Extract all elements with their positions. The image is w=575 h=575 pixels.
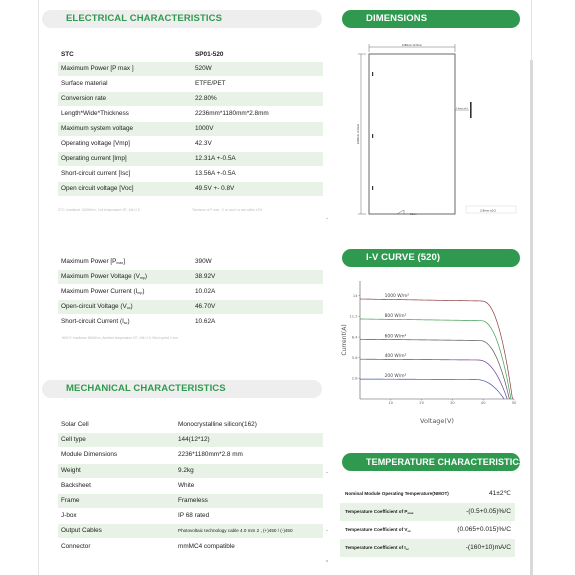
y-tick-label: 2.8 — [351, 376, 358, 381]
series-label: 1000 W/m² — [384, 293, 410, 299]
row-value: (0.065+0.015)%/C — [457, 526, 511, 533]
row-key: Conversion rate — [61, 95, 107, 102]
row-value: mmMC4 compatible — [178, 542, 235, 550]
row-value: 22.80% — [195, 95, 217, 102]
y-tick-label: 5.6 — [351, 355, 358, 360]
table-row — [58, 137, 323, 151]
table-row — [58, 62, 323, 76]
table-row — [58, 285, 323, 299]
row-value: 46.70V — [195, 303, 216, 310]
table-row — [58, 92, 323, 106]
row-value: -(0.5+0.05)%/C — [466, 508, 511, 515]
y-axis-label: Current(A) — [341, 324, 348, 356]
scrollbar-track[interactable] — [530, 60, 533, 575]
stc-header-value: SP01-520 — [195, 51, 224, 58]
row-value: 13.56A +-0.5A — [195, 170, 236, 177]
table-row — [340, 539, 515, 557]
row-value: -(160+10)mA/C — [465, 544, 511, 551]
iv-series-line — [360, 379, 504, 399]
table-row — [340, 485, 515, 503]
row-key: Backsheet — [61, 481, 91, 489]
row-value: 38.92V — [195, 273, 216, 280]
row-value: 12.31A +-0.5A — [195, 155, 236, 162]
row-value: IP 68 rated — [178, 512, 210, 520]
row-value: Photovoltaic technology cable 4.0 mm 2 , (+)450 / (-)450 — [178, 528, 293, 534]
table-row — [58, 448, 323, 462]
x-tick-label: 30 — [450, 401, 455, 405]
table-row — [58, 300, 323, 314]
row-value: 42.3V — [195, 140, 212, 147]
series-label: 200 W/m² — [384, 374, 407, 380]
row-key: Length*Wide*Thickness — [61, 110, 129, 117]
row-key: Surface material — [61, 80, 108, 87]
row-key: Maximum system voltage — [61, 125, 134, 132]
series-label: 400 W/m² — [384, 354, 407, 360]
table-row — [58, 167, 323, 181]
iv-curve-chart — [338, 275, 523, 430]
junction-mark-bottom — [372, 186, 373, 190]
row-key: Solar Cell — [61, 421, 89, 428]
row-value: 520W — [195, 65, 212, 72]
row-key: Temperature Coefficient of $P_{max}$ — [345, 509, 414, 515]
row-value: 390W — [195, 258, 212, 265]
stc-note-right: Tolerance of P max , V oc and I sc are within ±3% — [192, 208, 263, 212]
row-key: Short-circuit current [Isc] — [61, 170, 131, 177]
y-tick-label: 14 — [352, 293, 358, 298]
row-value: 1000V — [195, 125, 214, 132]
row-key: Frame — [61, 497, 80, 504]
table-row — [58, 524, 323, 538]
x-axis-label: Voltage(V) — [420, 417, 454, 425]
row-key: Weight — [61, 466, 81, 474]
row-key: Module Dimensions — [61, 451, 118, 459]
bottom-label: 40mm — [410, 213, 417, 216]
series-label: 800 W/m² — [384, 313, 407, 319]
x-tick-label: 50 — [511, 401, 517, 405]
x-tick-label: 40 — [480, 401, 486, 405]
row-key: Operating voltage [Vmp] — [61, 140, 130, 147]
junction-mark-top — [372, 72, 373, 76]
table-row — [58, 107, 323, 121]
thickness-label: 2.8mm ±0.2 — [480, 208, 496, 213]
width-label: 1180mm ±2.5mm — [402, 44, 422, 47]
row-value: Monocrystalline silicon(162) — [178, 421, 257, 428]
row-key: Connector — [61, 542, 91, 550]
table-row — [58, 122, 323, 136]
stc-header-key: STC — [61, 51, 74, 58]
stc-table-header — [58, 48, 323, 62]
x-tick-label: 20 — [419, 401, 424, 405]
row-value: 2236mm*1180mm*2.8mm — [195, 110, 269, 117]
row-key: Operating current [Imp] — [61, 155, 127, 162]
table-row — [58, 77, 323, 91]
row-key: Output Cables — [61, 527, 102, 535]
series-label: 600 W/m² — [384, 334, 407, 340]
row-key: Nominal Module Operating Temperature(NMOT) — [345, 491, 449, 496]
dimensions-drawing — [342, 38, 522, 218]
table-row — [58, 479, 323, 493]
temperature-characteristics-title: TEMPERATURE CHARACTERISTICS — [342, 453, 520, 471]
panel-outline — [369, 54, 455, 214]
row-key: Open-circuit Voltage (Voc) — [61, 303, 133, 310]
junction-mark-mid — [372, 134, 373, 138]
row-value: 41±2℃ — [488, 490, 511, 497]
table-row — [58, 494, 323, 508]
table-row — [340, 521, 515, 539]
row-key: Temperature Coefficient of $V_{oc}$ — [345, 527, 411, 533]
table-row — [58, 509, 323, 523]
stc-note-left: STC: Irradiance 1000W/m², Cell temperature 25°, AM=1.5 — [58, 208, 140, 212]
nmot-note: NMOT: Irradiance 800W/m², Ambient temperature 20°, AM=1.5, Wind speed 1 m/s — [62, 336, 178, 340]
row-value: 144(12*12) — [178, 436, 210, 444]
table-row — [58, 433, 323, 447]
side-label: 1.4mm ±0.2 — [456, 108, 468, 110]
table-row — [340, 503, 515, 521]
mechanical-characteristics-title: MECHANICAL CHARACTERISTICS — [42, 380, 322, 398]
row-value: 10.02A — [195, 288, 216, 295]
row-value: 49.5V +- 0.8V — [195, 185, 235, 192]
row-key: J-box — [61, 512, 77, 520]
row-key: Maximum Power Voltage (Vmp) — [61, 273, 147, 280]
side-profile — [470, 102, 472, 118]
row-key: Open circuit voltage [Voc] — [61, 185, 134, 192]
table-row — [58, 464, 323, 478]
row-key: Maximum Power [P max ] — [61, 65, 134, 72]
row-value: ETFE/PET — [195, 80, 226, 87]
y-tick-label: 11.2 — [349, 314, 358, 319]
table-row — [58, 255, 323, 269]
row-key: Short-circuit Current (Isc) — [61, 318, 130, 325]
table-row — [58, 182, 323, 196]
page-border-left — [38, 0, 39, 575]
table-row — [58, 418, 323, 432]
row-key: Maximum Power Current (Imp) — [61, 288, 145, 295]
y-tick-label: 8.4 — [351, 335, 358, 340]
iv-curve-title: I-V CURVE (520) — [342, 249, 520, 267]
table-row — [58, 152, 323, 166]
row-value: 9.2kg — [178, 466, 194, 474]
row-key: Maximum Power [Pmax] — [61, 258, 125, 265]
table-row — [58, 315, 323, 329]
x-tick-label: 10 — [388, 401, 394, 405]
row-value: 10.62A — [195, 318, 216, 325]
iv-series-line — [360, 339, 509, 399]
height-label: 2236mm ±2.5mm — [357, 123, 360, 145]
row-key: Cell type — [61, 436, 86, 444]
row-value: White — [178, 481, 195, 489]
table-row — [58, 270, 323, 284]
row-key: Temperature Coefficient of $I_{sc}$ — [345, 545, 410, 551]
table-row — [58, 540, 323, 554]
dimensions-title: DIMENSIONS — [342, 10, 520, 28]
row-value: 2236*1180mm*2.8 mm — [178, 451, 243, 459]
electrical-characteristics-title: ELECTRICAL CHARACTERISTICS — [42, 10, 322, 28]
row-value: Frameless — [178, 497, 208, 504]
